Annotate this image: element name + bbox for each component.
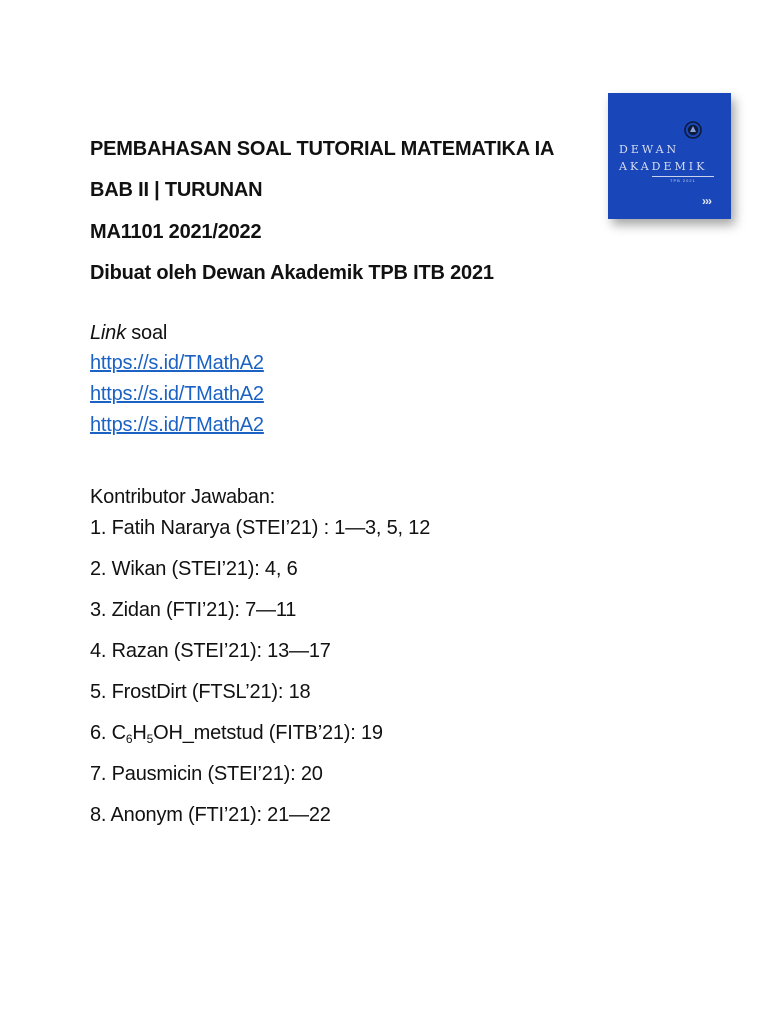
contributor-item-3: 3. Zidan (FTI’21): 7—11 — [90, 599, 297, 621]
contributor-6-sub2: 5 — [146, 732, 154, 746]
contributor-item-7: 7. Pausmicin (STEI’21): 20 — [90, 763, 323, 785]
contributor-item-2: 2. Wikan (STEI’21): 4, 6 — [90, 558, 298, 580]
doc-title-3: MA1101 2021/2022 — [90, 221, 262, 243]
link-label-rest: soal — [125, 322, 168, 344]
contributor-6-rest: OH_metstud (FITB’21): 19 — [153, 722, 383, 744]
logo-divider — [652, 176, 714, 177]
contributors-heading: Kontributor Jawaban: — [90, 486, 276, 508]
contributor-item-4: 4. Razan (STEI’21): 13—17 — [90, 640, 331, 662]
dewan-akademik-logo — [608, 93, 731, 219]
contributor-6-sub1: 6 — [125, 732, 133, 746]
logo-text-akademik: AKADEMIK — [619, 160, 708, 173]
link-label-italic: Link — [90, 322, 126, 344]
contributor-6-prefix: 6. C — [90, 722, 126, 744]
soal-link-1[interactable]: https://s.id/TMathA2 — [90, 352, 264, 374]
logo-subtext: TPB 2021 — [670, 178, 696, 183]
link-label — [90, 322, 167, 345]
doc-title-1: PEMBAHASAN SOAL TUTORIAL MATEMATIKA IA — [90, 138, 555, 160]
contributor-6-mid: H — [132, 722, 147, 744]
soal-link-3[interactable]: https://s.id/TMathA2 — [90, 414, 264, 436]
soal-link-2[interactable]: https://s.id/TMathA2 — [90, 383, 264, 405]
doc-title-4: Dibuat oleh Dewan Akademik TPB ITB 2021 — [90, 262, 494, 284]
contributor-item-6 — [90, 722, 383, 745]
contributor-item-1: 1. Fatih Nararya (STEI’21) : 1—3, 5, 12 — [90, 517, 431, 539]
itb-seal-icon — [684, 121, 702, 139]
contributor-item-8: 8. Anonym (FTI’21): 21—22 — [90, 804, 331, 826]
doc-title-2: BAB II | TURUNAN — [90, 179, 263, 201]
logo-text-dewan: DEWAN — [619, 143, 680, 156]
logo-arrows-icon: ››› — [702, 194, 711, 208]
contributor-item-5: 5. FrostDirt (FTSL’21): 18 — [90, 681, 311, 703]
